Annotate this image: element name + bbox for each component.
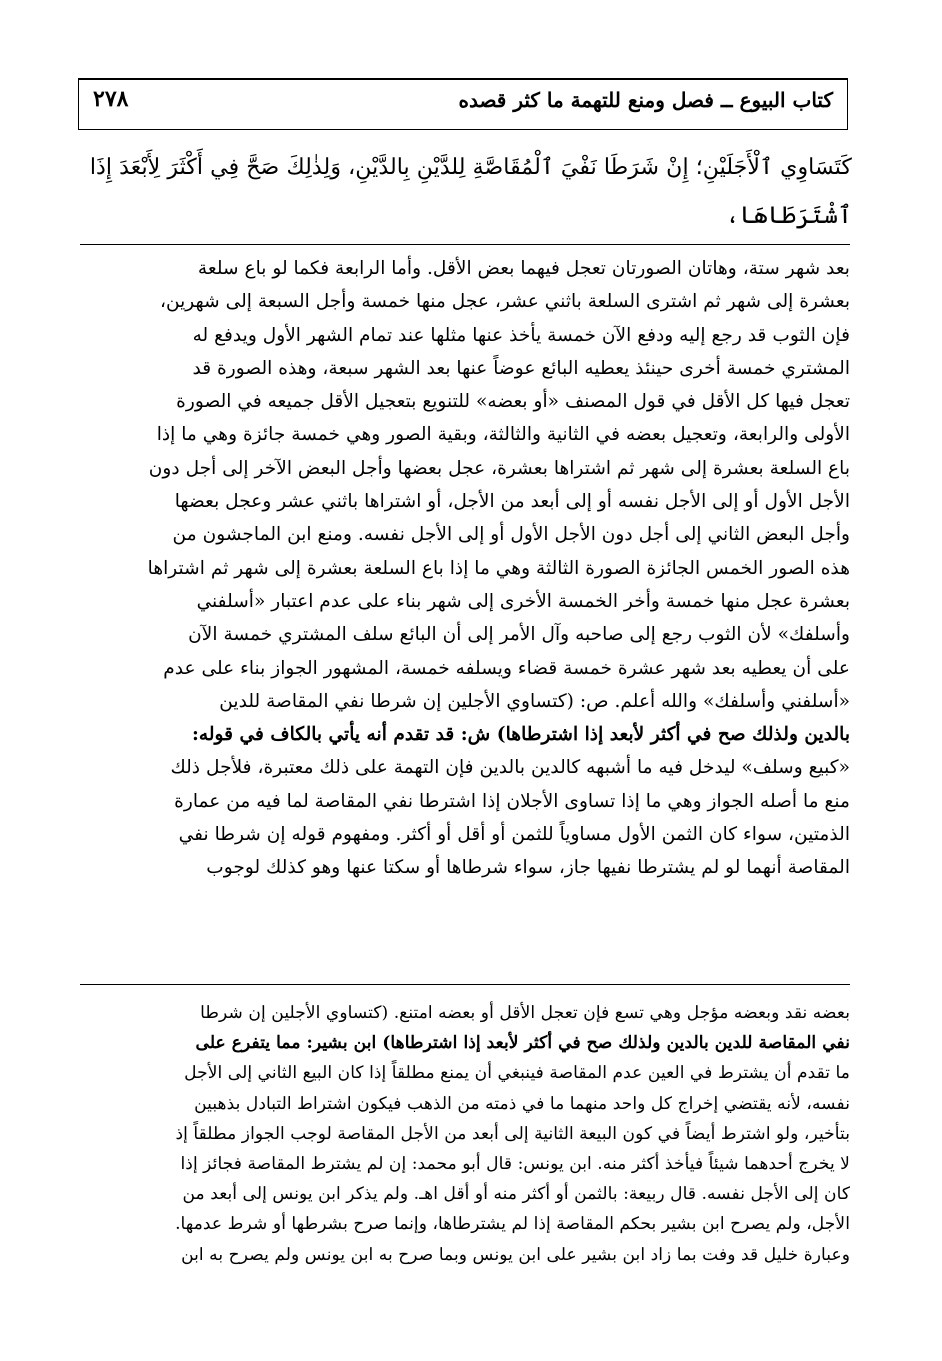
footnote-line: وعبارة خليل قد وفت بما زاد ابن بشير على ابن يونس وبما صرح به ابن يونس ولم يصرح به ابن (181, 1244, 850, 1265)
commentary-line: المشتري خمسة أخرى حينئذ يعطيه البائع عوضاً عنها بعد الشهر سبعة، وهذه الصورة قد (192, 357, 850, 379)
commentary-line: المقاصة أنهما لو لم يشترطا نفيها جاز، سواء شرطاها أو سكتا عنها وهو كذلك لوجوب (206, 857, 850, 879)
commentary-line: «أسلفني وأسلفك» والله أعلم. ص: (كتساوي الأجلين إن شرطا نفي المقاصة للدين (219, 690, 850, 712)
commentary-line: على أن يعطيه بعد شهر عشرة خمسة قضاء ويسلفه خمسة، المشهور الجواز بناء على عدم (163, 657, 850, 679)
footnote-line: الأجل، ولم يصرح ابن بشير بحكم المقاصة إذا لم يشترطاها، وإنما صرح بشرطها أو شرط عدمها. (175, 1214, 850, 1235)
matn-line: ٱشْتَرَطَاهَا، (725, 201, 852, 229)
page-number: ٢٧٨ (93, 86, 129, 112)
footnote-line: نفي المقاصة للدين بالدين ولذلك صح في أكثر لأبعد إذا اشترطاها) ابن بشير: مما يتفرع على (195, 1033, 850, 1054)
commentary-line: وأسلفك» لأن الثوب رجع إلى صاحبه وآل الأمر إلى أن البائع سلف المشتري خمسة الآن (188, 624, 850, 646)
page-header (78, 78, 848, 130)
running-title: كتاب البيوع ــ فصل ومنع للتهمة ما كثر قصده (458, 88, 833, 112)
commentary-line: فإن الثوب قد رجع إليه ودفع الآن خمسة يأخذ عنها مثلها عند تمام الشهر الأول ويدفع له (192, 324, 850, 346)
matn-line: كَتَسَاوِي ٱلْأَجَلَيْنِ؛ إِنْ شَرَطَا نَفْيَ ٱلْمُقَاصَّةِ لِلدَّيْنِ بِالدَّيْنِ، وَلِذٰلِكَ صَحَّ فِي أَكْثَرَ لِأَبْعَدَ إِذَا (89, 154, 852, 180)
commentary-line: بالدين ولذلك صح في أكثر لأبعد إذا اشترطاها) ش: قد تقدم أنه يأتي بالكاف في قوله: (192, 724, 850, 746)
footnote-line: نفسه، لأنه يقتضي إخراج كل واحد منهما ما في ذمته من الذهب فيكون اشتراط التبادل بذهبين (194, 1093, 850, 1114)
matn-divider (80, 244, 850, 245)
commentary-line: منع ما أصله الجواز وهي ما إذا تساوى الأجلان إذا اشترطا نفي المقاصة لما فيه من عمارة (174, 790, 850, 812)
commentary-line: هذه الصور الخمس الجائزة الصورة الثالثة وهي ما إذا باع السلعة بعشرة إلى شهر ثم اشتراها (147, 557, 850, 579)
footnote-line: بتأخير، ولو اشترط أيضاً في كون البيعة الثانية إلى أبعد من الأجل المقاصة لوجب الجواز مطلقاً إذ (175, 1123, 850, 1144)
commentary-line: وأجل البعض الثاني إلى أجل دون الأجل الأول أو إلى الأجل نفسه. ومنع ابن الماجشون من (172, 524, 850, 546)
footnote-line: كان إلى الأجل نفسه. قال ربيعة: بالثمن أو أكثر منه أو أقل اهـ. ولم يذكر ابن يونس إلى أبعد من (182, 1184, 850, 1205)
matn-text (80, 143, 852, 239)
commentary-text (78, 252, 850, 885)
commentary-line: بعشرة عجل منها خمسة وأخر الخمسة الأخرى إلى شهر بناء على عدم اعتبار «أسلفني (196, 590, 850, 612)
commentary-line: «كبيع وسلف» ليدخل فيه ما أشبهه كالدين بالدين فإن التهمة على ذلك معتبرة، فلأجل ذلك (170, 757, 850, 779)
commentary-line: الأجل الأول أو إلى الأجل نفسه أو إلى أبعد من الأجل، أو اشتراها باثني عشر وعجل بعضها (174, 491, 850, 513)
commentary-line: بعد شهر ستة، وهاتان الصورتان تعجل فيهما بعض الأقل. وأما الرابعة فكما لو باع سلعة (197, 258, 850, 279)
footnote-line: لا يخرج أحدهما شيئاً فيأخذ أكثر منه. ابن يونس: قال أبو محمد: إن لم يشترط المقاصة فجائز إذا (180, 1153, 850, 1174)
footnotes-text (78, 998, 850, 1270)
footnote-divider (80, 984, 850, 985)
footnote-line: ما تقدم أن يشترط في العين عدم المقاصة فينبغي أن يمنع مطلقاً إذا كان البيع الثاني إلى الأجل (184, 1063, 850, 1084)
commentary-line: الذمتين، سواء كان الثمن الأول مساوياً للثمن أو أقل أو أكثر. ومفهوم قوله إن شرطا نفي (178, 824, 850, 846)
commentary-line: الأولى والرابعة، وتعجيل بعضه في الثانية والثالثة، وبقية الصور وهي خمسة جائزة وهي ما إذا (156, 424, 850, 446)
commentary-line: بعشرة إلى شهر ثم اشترى السلعة باثني عشر، عجل منها خمسة وأجل السبعة إلى شهرين، (159, 291, 850, 313)
commentary-line: تعجل فيها كل الأقل في قول المصنف «أو بعضه» للتنويع بتعجيل الأقل جميعه في الصورة (176, 391, 850, 413)
footnote-line: بعضه نقد وبعضه مؤجل وهي تسع فإن تعجل الأقل أو بعضه امتنع. (كتساوي الأجلين إن شرطا (200, 1003, 850, 1023)
commentary-line: باع السلعة بعشرة إلى شهر ثم اشتراها بعشرة، عجل بعضها وأجل البعض الآخر إلى أجل دون (148, 457, 850, 479)
